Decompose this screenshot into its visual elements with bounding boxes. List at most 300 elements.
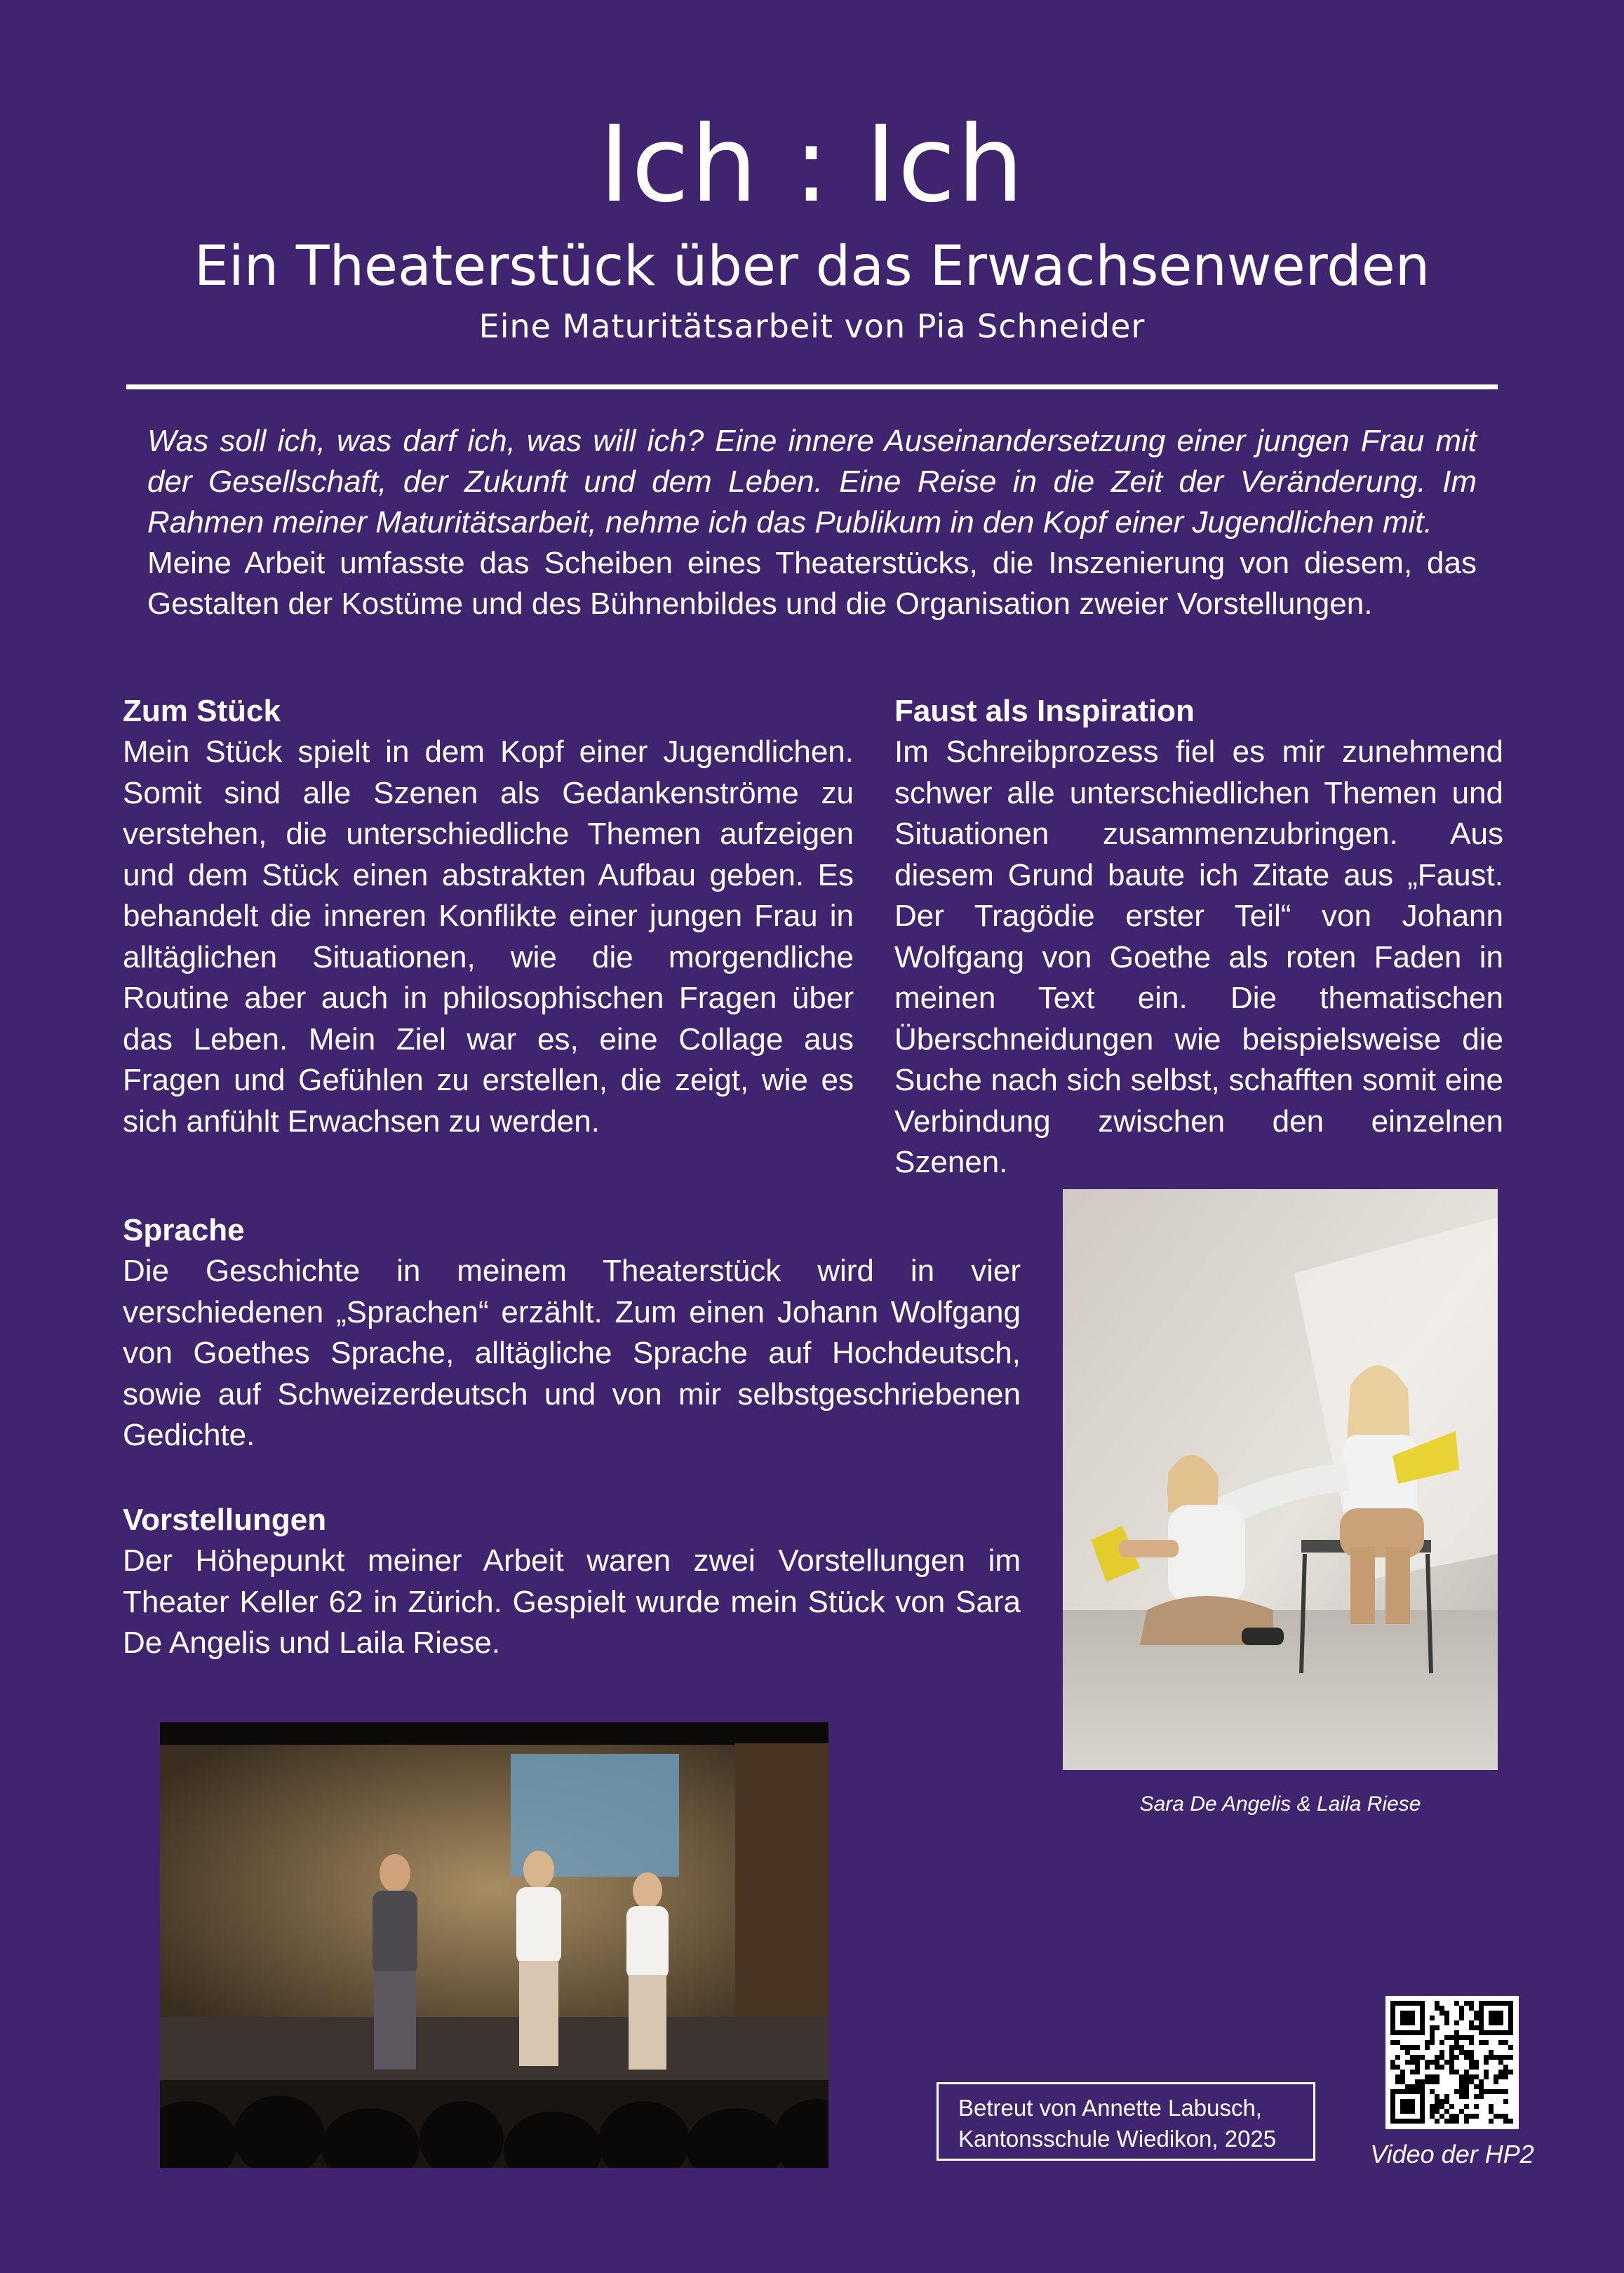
qr-module — [1405, 2104, 1410, 2109]
qr-module — [1430, 2074, 1435, 2079]
qr-module — [1435, 2055, 1440, 2060]
qr-module — [1484, 2060, 1489, 2065]
qr-module — [1415, 2119, 1420, 2124]
qr-module — [1400, 2011, 1405, 2016]
qr-module — [1454, 2001, 1459, 2006]
qr-module — [1503, 2070, 1508, 2074]
qr-module — [1503, 2030, 1508, 2035]
qr-module — [1415, 2065, 1420, 2070]
qr-module — [1484, 2070, 1489, 2074]
qr-module — [1494, 2011, 1498, 2016]
qr-module — [1390, 2114, 1395, 2119]
qr-module — [1415, 2084, 1420, 2089]
qr-module — [1449, 2065, 1454, 2070]
qr-module — [1498, 2001, 1503, 2006]
qr-module — [1459, 2084, 1464, 2089]
qr-module — [1420, 2006, 1425, 2011]
qr-module — [1459, 2079, 1464, 2084]
qr-module — [1508, 2119, 1513, 2124]
qr-module — [1449, 2119, 1454, 2124]
qr-module — [1430, 2035, 1435, 2040]
qr-module — [1449, 2035, 1454, 2040]
qr-module — [1454, 2020, 1459, 2025]
qr-module — [1410, 2016, 1415, 2020]
divider — [126, 384, 1498, 389]
qr-module — [1498, 2089, 1503, 2094]
qr-module — [1489, 2109, 1494, 2114]
section-heading: Vorstellungen — [123, 1503, 327, 1537]
qr-module — [1390, 2040, 1395, 2045]
qr-module — [1464, 2035, 1469, 2040]
qr-module — [1508, 2001, 1513, 2006]
qr-module — [1469, 2025, 1474, 2030]
qr-module — [1410, 2104, 1415, 2109]
qr-module — [1415, 2089, 1420, 2094]
qr-module — [1494, 2016, 1498, 2020]
qr-module — [1390, 2109, 1395, 2114]
qr-module — [1494, 2074, 1498, 2079]
qr-module — [1498, 2011, 1503, 2016]
qr-module — [1435, 2099, 1440, 2104]
qr-module — [1459, 2094, 1464, 2099]
qr-module — [1420, 2001, 1425, 2006]
qr-module — [1420, 2079, 1425, 2084]
qr-module — [1400, 2070, 1405, 2074]
qr-module — [1474, 2065, 1479, 2070]
qr-module — [1469, 2006, 1474, 2011]
qr-module — [1420, 2025, 1425, 2030]
qr-module — [1494, 2079, 1498, 2084]
credit-box — [937, 2082, 1315, 2161]
qr-module — [1430, 2030, 1435, 2035]
qr-module — [1498, 2074, 1503, 2079]
qr-module — [1430, 2109, 1435, 2114]
qr-module — [1410, 2045, 1415, 2050]
qr-module — [1469, 2040, 1474, 2045]
qr-module — [1440, 2065, 1444, 2070]
qr-module — [1395, 2065, 1400, 2070]
qr-module — [1425, 2045, 1430, 2050]
qr-module — [1484, 2040, 1489, 2045]
qr-module — [1474, 2084, 1479, 2089]
qr-module — [1479, 2094, 1484, 2099]
qr-module — [1420, 2104, 1425, 2109]
qr-module — [1430, 2079, 1435, 2084]
poster-byline: Eine Maturitätsarbeit von Pia Schneider — [478, 307, 1146, 345]
qr-module — [1405, 2119, 1410, 2124]
section-vorstellungen — [123, 1500, 1021, 1664]
qr-module — [1410, 2084, 1415, 2089]
qr-module — [1449, 2045, 1454, 2050]
qr-module — [1469, 2114, 1474, 2119]
qr-module — [1405, 2001, 1410, 2006]
qr-module — [1405, 2050, 1410, 2055]
qr-module — [1400, 2016, 1405, 2020]
photo-caption: Sara De Angelis & Laila Riese — [1139, 1792, 1421, 1816]
credit-line: Betreut von Annette Labusch, — [958, 2095, 1262, 2121]
qr-module — [1390, 2001, 1395, 2006]
qr-module — [1405, 2045, 1410, 2050]
qr-module — [1454, 2040, 1459, 2045]
qr-module — [1400, 2079, 1405, 2084]
qr-module — [1479, 2011, 1484, 2016]
qr-module — [1420, 2084, 1425, 2089]
qr-module — [1390, 2006, 1395, 2011]
qr-module — [1444, 2099, 1449, 2104]
qr-module — [1479, 2089, 1484, 2094]
qr-module — [1400, 2119, 1405, 2124]
qr-module — [1459, 2006, 1464, 2011]
qr-module — [1503, 2040, 1508, 2045]
qr-module — [1464, 2104, 1469, 2109]
qr-module — [1440, 2099, 1444, 2104]
qr-module — [1464, 2070, 1469, 2074]
qr-module — [1503, 2055, 1508, 2060]
credit-line: Kantonsschule Wiedikon, 2025 — [958, 2126, 1277, 2152]
section-text: Der Höhepunkt meiner Arbeit waren zwei Vorstellungen im Theater Keller 62 in Zürich. Gespielt wurde mein Stück von Sara De Angelis und Laila Riese. — [123, 1543, 1021, 1660]
qr-module — [1415, 2070, 1420, 2074]
qr-module — [1405, 2084, 1410, 2089]
qr-module — [1469, 2055, 1474, 2060]
section-text: Im Schreibprozess fiel es mir zunehmend schwer alle unterschiedlichen Themen und Situationen zusammenzubringen. Aus diesem Grund baute ich Zitate aus „Faust. Der Tragödie erster Teil“ von Johann Wolfgang von Goethe als roten Faden in meinen Text ein. Die thematischen Überschneidungen wie beispielsweise die Suche nach sich selbst, schafften somit eine Verbindung zwischen den einzelnen Szenen. — [894, 735, 1503, 1179]
qr-module — [1430, 2089, 1435, 2094]
qr-module — [1449, 2070, 1454, 2074]
qr-module — [1425, 2074, 1430, 2079]
qr-module — [1410, 2001, 1415, 2006]
qr-module — [1390, 2089, 1395, 2094]
qr-module — [1390, 2104, 1395, 2109]
qr-module — [1489, 2020, 1494, 2025]
qr-module — [1489, 2016, 1494, 2020]
qr-module — [1479, 2020, 1484, 2025]
qr-module — [1469, 2074, 1474, 2079]
qr-module — [1508, 2045, 1513, 2050]
qr-module — [1479, 2006, 1484, 2011]
qr-module — [1400, 2020, 1405, 2025]
qr-module — [1420, 2055, 1425, 2060]
qr-module — [1454, 2089, 1459, 2094]
qr-module — [1430, 2040, 1435, 2045]
qr-module — [1425, 2065, 1430, 2070]
qr-module — [1464, 2050, 1469, 2055]
qr-module — [1489, 2055, 1494, 2060]
qr-module — [1420, 2089, 1425, 2094]
qr-module — [1489, 2011, 1494, 2016]
qr-module — [1503, 2089, 1508, 2094]
qr-module — [1405, 2089, 1410, 2094]
qr-module — [1395, 2074, 1400, 2079]
qr-module — [1435, 2109, 1440, 2114]
stage-photo — [160, 1722, 828, 2168]
poster-subtitle: Ein Theaterstück über das Erwachsenwerden — [194, 235, 1430, 298]
qr-module — [1474, 2011, 1479, 2016]
qr-module — [1479, 2030, 1484, 2035]
qr-module — [1498, 2114, 1503, 2119]
qr-module — [1425, 2079, 1430, 2084]
qr-module — [1484, 2074, 1489, 2079]
qr-module — [1400, 2104, 1405, 2109]
qr-module — [1400, 2099, 1405, 2104]
qr-module — [1405, 2011, 1410, 2016]
qr-module — [1405, 2060, 1410, 2065]
qr-module — [1390, 2065, 1395, 2070]
qr-module — [1435, 2119, 1440, 2124]
qr-module — [1400, 2030, 1405, 2035]
qr-module — [1420, 2109, 1425, 2114]
qr-code[interactable] — [1385, 1996, 1519, 2129]
qr-module — [1508, 2070, 1513, 2074]
qr-module — [1459, 2109, 1464, 2114]
qr-module — [1503, 2114, 1508, 2119]
qr-module — [1390, 2119, 1395, 2124]
qr-module — [1400, 2001, 1405, 2006]
qr-module — [1508, 2006, 1513, 2011]
qr-module — [1440, 2011, 1444, 2016]
qr-module — [1449, 2055, 1454, 2060]
qr-module — [1503, 2001, 1508, 2006]
qr-module — [1410, 2020, 1415, 2025]
qr-module — [1410, 2099, 1415, 2104]
qr-module — [1494, 2114, 1498, 2119]
qr-module — [1449, 2050, 1454, 2055]
qr-module — [1459, 2045, 1464, 2050]
qr-module — [1449, 2114, 1454, 2119]
qr-module — [1405, 2099, 1410, 2104]
qr-module — [1415, 2079, 1420, 2084]
qr-module — [1494, 2030, 1498, 2035]
qr-module — [1395, 2119, 1400, 2124]
qr-module — [1469, 2020, 1474, 2025]
qr-module — [1435, 2079, 1440, 2084]
qr-module — [1420, 2011, 1425, 2016]
qr-module — [1430, 2104, 1435, 2109]
qr-module — [1390, 2025, 1395, 2030]
qr-module — [1454, 2035, 1459, 2040]
qr-module — [1494, 2020, 1498, 2025]
qr-module — [1390, 2016, 1395, 2020]
qr-module — [1410, 2030, 1415, 2035]
qr-module — [1454, 2045, 1459, 2050]
qr-module — [1464, 2094, 1469, 2099]
qr-module — [1459, 2016, 1464, 2020]
qr-module — [1474, 2016, 1479, 2020]
qr-module — [1464, 2001, 1469, 2006]
qr-module — [1479, 2016, 1484, 2020]
qr-module — [1474, 2094, 1479, 2099]
qr-module — [1474, 2060, 1479, 2065]
qr-module — [1405, 2030, 1410, 2035]
qr-module — [1489, 2119, 1494, 2124]
poster-title: Ich : Ich — [598, 104, 1026, 226]
qr-module — [1420, 2099, 1425, 2104]
qr-module — [1464, 2055, 1469, 2060]
qr-module — [1498, 2016, 1503, 2020]
qr-module — [1474, 2025, 1479, 2030]
qr-module — [1440, 2114, 1444, 2119]
qr-module — [1430, 2114, 1435, 2119]
qr-module — [1425, 2040, 1430, 2045]
qr-module — [1435, 2074, 1440, 2079]
qr-module — [1395, 2089, 1400, 2094]
qr-module — [1390, 2011, 1395, 2016]
qr-module — [1435, 2060, 1440, 2065]
qr-module — [1435, 2006, 1440, 2011]
qr-module — [1464, 2079, 1469, 2084]
qr-module — [1464, 2114, 1469, 2119]
qr-module — [1440, 2055, 1444, 2060]
qr-module — [1444, 2035, 1449, 2040]
qr-module — [1489, 2001, 1494, 2006]
qr-module — [1459, 2089, 1464, 2094]
qr-label: Video der HP2 — [1370, 2140, 1534, 2168]
qr-module — [1410, 2070, 1415, 2074]
qr-module — [1469, 2050, 1474, 2055]
qr-module — [1410, 2060, 1415, 2065]
qr-module — [1484, 2089, 1489, 2094]
qr-module — [1498, 2060, 1503, 2065]
qr-module — [1498, 2030, 1503, 2035]
qr-module — [1415, 2045, 1420, 2050]
qr-module — [1420, 2020, 1425, 2025]
qr-module — [1503, 2119, 1508, 2124]
qr-module — [1440, 2040, 1444, 2045]
qr-module — [1454, 2114, 1459, 2119]
qr-module — [1459, 2035, 1464, 2040]
qr-module — [1390, 2094, 1395, 2099]
qr-module — [1440, 2006, 1444, 2011]
qr-module — [1420, 2030, 1425, 2035]
qr-module — [1390, 2060, 1395, 2065]
qr-module — [1410, 2055, 1415, 2060]
qr-module — [1440, 2104, 1444, 2109]
qr-module — [1508, 2030, 1513, 2035]
qr-module — [1469, 2060, 1474, 2065]
qr-module — [1503, 2065, 1508, 2070]
qr-module — [1508, 2055, 1513, 2060]
intro-description: Meine Arbeit umfasste das Scheiben eines Theaterstücks, die Inszenierung von diesem, das Gestalten der Kostüme und des Bühnenbildes und die Organisation zweier Vorstellungen. — [147, 546, 1477, 621]
section-heading: Faust als Inspiration — [894, 694, 1195, 728]
qr-module — [1430, 2016, 1435, 2020]
qr-module — [1489, 2089, 1494, 2094]
qr-module — [1508, 2020, 1513, 2025]
section-text: Die Geschichte in meinem Theaterstück wird in vier verschiedenen „Sprachen“ erzählt. Zum einen Johann Wolfgang von Goethes Sprache, alltägliche Sprache auf Hochdeutsch, sowie auf Schweizerdeutsch und von mir selbstgeschriebenen Gedichte. — [123, 1254, 1021, 1452]
qr-module — [1415, 2060, 1420, 2065]
qr-module — [1390, 2099, 1395, 2104]
qr-module — [1395, 2030, 1400, 2035]
qr-module — [1395, 2055, 1400, 2060]
qr-module — [1454, 2070, 1459, 2074]
qr-module — [1464, 2089, 1469, 2094]
qr-module — [1469, 2065, 1474, 2070]
qr-module — [1489, 2104, 1494, 2109]
qr-module — [1425, 2060, 1430, 2065]
qr-module — [1498, 2020, 1503, 2025]
qr-module — [1484, 2030, 1489, 2035]
qr-module — [1449, 2104, 1454, 2109]
qr-module — [1474, 2104, 1479, 2109]
qr-module — [1494, 2089, 1498, 2094]
qr-module — [1498, 2040, 1503, 2045]
qr-module — [1444, 2119, 1449, 2124]
qr-module — [1444, 2094, 1449, 2099]
qr-module — [1494, 2001, 1498, 2006]
qr-module — [1405, 2109, 1410, 2114]
qr-module — [1508, 2025, 1513, 2030]
qr-module — [1479, 2040, 1484, 2045]
qr-module — [1435, 2094, 1440, 2099]
qr-module — [1479, 2001, 1484, 2006]
qr-module — [1435, 2001, 1440, 2006]
qr-module — [1464, 2119, 1469, 2124]
qr-module — [1444, 2020, 1449, 2025]
qr-module — [1435, 2104, 1440, 2109]
qr-module — [1395, 2040, 1400, 2045]
qr-module — [1410, 2011, 1415, 2016]
qr-module — [1479, 2025, 1484, 2030]
qr-module — [1484, 2055, 1489, 2060]
qr-module — [1415, 2030, 1420, 2035]
section-text: Mein Stück spielt in dem Kopf einer Jugendlichen. Somit sind alle Szenen als Gedankenströme zu verstehen, die unterschiedliche Themen aufzeigen und dem Stück einen abstrakten Aufbau geben. Es behandelt die inneren Konflikte einer jungen Frau in alltäglichen Situationen, wie die morgendliche Routine aber auch in philosophischen Fragen über das Leben. Mein Ziel war es, eine Collage aus Fragen und Gefühlen zu erstellen, die zeigt, wie es sich anfühlt Erwachsen zu werden. — [123, 735, 854, 1139]
qr-module — [1405, 2020, 1410, 2025]
qr-module — [1454, 2055, 1459, 2060]
qr-module — [1469, 2001, 1474, 2006]
qr-module — [1498, 2055, 1503, 2060]
section-faust — [894, 691, 1503, 1184]
qr-module — [1484, 2001, 1489, 2006]
qr-module — [1508, 2016, 1513, 2020]
qr-module — [1430, 2060, 1435, 2065]
qr-module — [1508, 2011, 1513, 2016]
qr-module — [1405, 2016, 1410, 2020]
qr-module — [1395, 2079, 1400, 2084]
qr-module — [1469, 2079, 1474, 2084]
section-sprache — [123, 1210, 1021, 1456]
qr-module — [1410, 2089, 1415, 2094]
qr-module — [1410, 2109, 1415, 2114]
qr-module — [1459, 2011, 1464, 2016]
qr-module — [1410, 2119, 1415, 2124]
qr-module — [1440, 2050, 1444, 2055]
qr-module — [1415, 2001, 1420, 2006]
section-heading: Sprache — [123, 1213, 245, 1247]
qr-module — [1444, 2016, 1449, 2020]
qr-module — [1469, 2035, 1474, 2040]
qr-module — [1498, 2070, 1503, 2074]
qr-module — [1474, 2114, 1479, 2119]
section-heading: Zum Stück — [123, 694, 281, 728]
qr-module — [1420, 2119, 1425, 2124]
qr-module — [1390, 2030, 1395, 2035]
section-stueck — [123, 691, 854, 1142]
qr-module — [1494, 2055, 1498, 2060]
qr-module — [1464, 2084, 1469, 2089]
qr-module — [1400, 2074, 1405, 2079]
qr-module — [1420, 2094, 1425, 2099]
qr-module — [1435, 2065, 1440, 2070]
qr-module — [1503, 2099, 1508, 2104]
qr-module — [1459, 2074, 1464, 2079]
qr-module — [1449, 2060, 1454, 2065]
qr-module — [1489, 2050, 1494, 2055]
qr-module — [1464, 2074, 1469, 2079]
qr-module — [1400, 2089, 1405, 2094]
qr-module — [1420, 2016, 1425, 2020]
qr-module — [1474, 2074, 1479, 2079]
qr-module — [1400, 2109, 1405, 2114]
qr-module — [1454, 2119, 1459, 2124]
qr-module — [1444, 2011, 1449, 2016]
qr-module — [1420, 2114, 1425, 2119]
